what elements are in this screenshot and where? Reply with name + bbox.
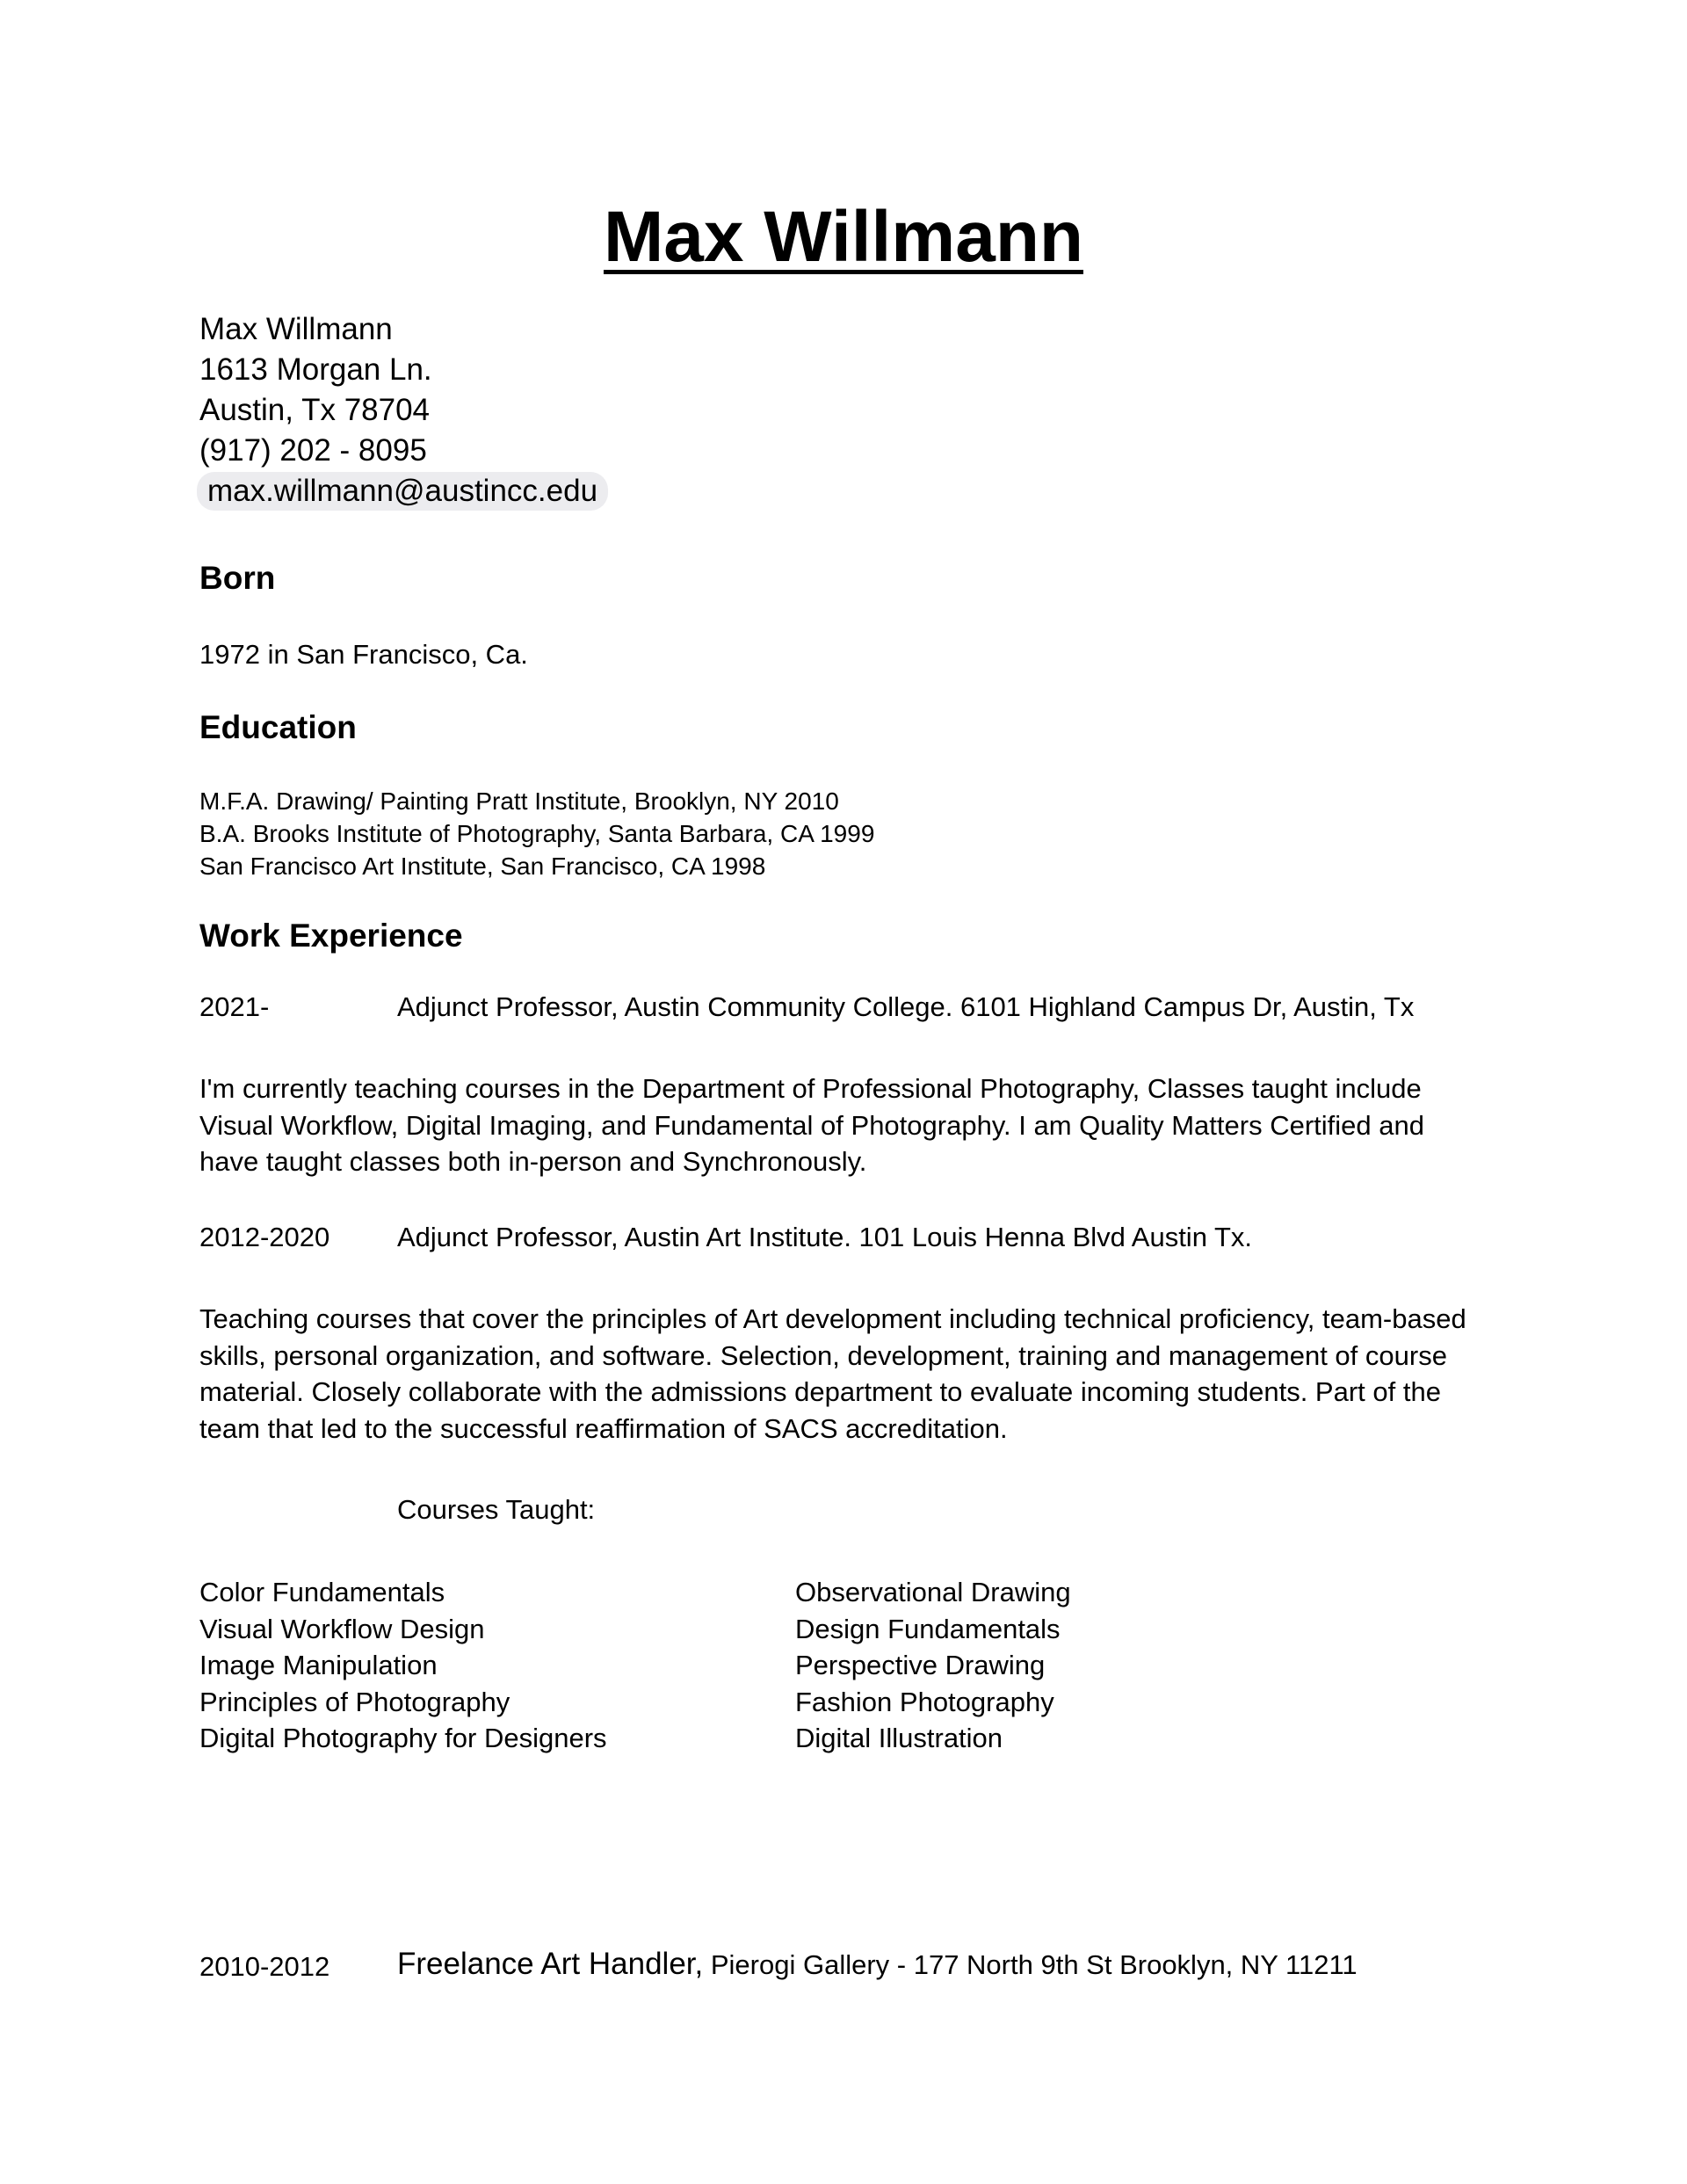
courses-list-right xyxy=(795,1574,1071,1757)
born-text: 1972 in San Francisco, Ca. xyxy=(199,639,528,670)
paragraph-line: team that led to the successful reaffirmation of SACS accreditation. xyxy=(199,1412,1008,1444)
course-item: Color Fundamentals xyxy=(199,1577,445,1607)
courses-list-left xyxy=(199,1574,607,1757)
job1-description xyxy=(199,1070,1424,1180)
job1-years: 2021- xyxy=(199,991,270,1022)
education-item: B.A. Brooks Institute of Photography, Santa Barbara, CA 1999 xyxy=(199,820,875,847)
contact-phone: (917) 202 - 8095 xyxy=(199,433,427,468)
job3-title: Freelance Art Handler, xyxy=(397,1947,704,1981)
work-experience-heading: Work Experience xyxy=(199,918,463,954)
education-heading: Education xyxy=(199,709,357,745)
job1-title: Adjunct Professor, Austin Community College. 6101 Highland Campus Dr, Austin, Tx xyxy=(397,991,1415,1022)
job2-title: Adjunct Professor, Austin Art Institute. 101 Louis Henna Blvd Austin Tx. xyxy=(397,1222,1253,1252)
course-item: Observational Drawing xyxy=(795,1577,1071,1607)
paragraph-line: Visual Workflow, Digital Imaging, and Fundamental of Photography. I am Quality Matters Certified and xyxy=(199,1109,1424,1141)
page-title: Max Willmann xyxy=(603,197,1083,277)
education-list xyxy=(199,785,874,882)
course-item: Digital Photography for Designers xyxy=(199,1723,607,1753)
job2-years: 2012-2020 xyxy=(199,1222,330,1252)
contact-street: 1613 Morgan Ln. xyxy=(199,352,432,387)
contact-block xyxy=(199,309,608,512)
paragraph-line: have taught classes both in-person and Synchronously. xyxy=(199,1146,867,1177)
paragraph-line: I'm currently teaching courses in the Department of Professional Photography, Classes taught include xyxy=(199,1073,1422,1104)
job2-description xyxy=(199,1301,1466,1447)
job3-years: 2010-2012 xyxy=(199,1951,330,1982)
courses-taught-label: Courses Taught: xyxy=(397,1494,596,1525)
job3-place: Pierogi Gallery - 177 North 9th St Brooklyn, NY 11211 xyxy=(703,1949,1358,1980)
course-item: Design Fundamentals xyxy=(795,1613,1061,1644)
paragraph-line: Teaching courses that cover the principles of Art development including technical proficiency, team-based xyxy=(199,1303,1466,1334)
paragraph-line: material. Closely collaborate with the admissions department to evaluate incoming students. Part of the xyxy=(199,1376,1441,1407)
email-link[interactable]: max.willmann@austincc.edu xyxy=(197,472,608,511)
course-item: Visual Workflow Design xyxy=(199,1613,485,1644)
course-item: Image Manipulation xyxy=(199,1650,438,1680)
course-item: Perspective Drawing xyxy=(795,1650,1046,1680)
job3-line xyxy=(397,1946,1358,1984)
course-item: Fashion Photography xyxy=(795,1686,1054,1717)
contact-city: Austin, Tx 78704 xyxy=(199,393,431,427)
born-heading: Born xyxy=(199,560,276,596)
contact-name: Max Willmann xyxy=(199,312,393,346)
education-item: M.F.A. Drawing/ Painting Pratt Institute, Brooklyn, NY 2010 xyxy=(199,787,839,815)
paragraph-line: skills, personal organization, and software. Selection, development, training and management of course xyxy=(199,1339,1447,1371)
education-item: San Francisco Art Institute, San Francisco, CA 1998 xyxy=(199,853,766,880)
course-item: Digital Illustration xyxy=(795,1723,1003,1753)
course-item: Principles of Photography xyxy=(199,1686,510,1717)
